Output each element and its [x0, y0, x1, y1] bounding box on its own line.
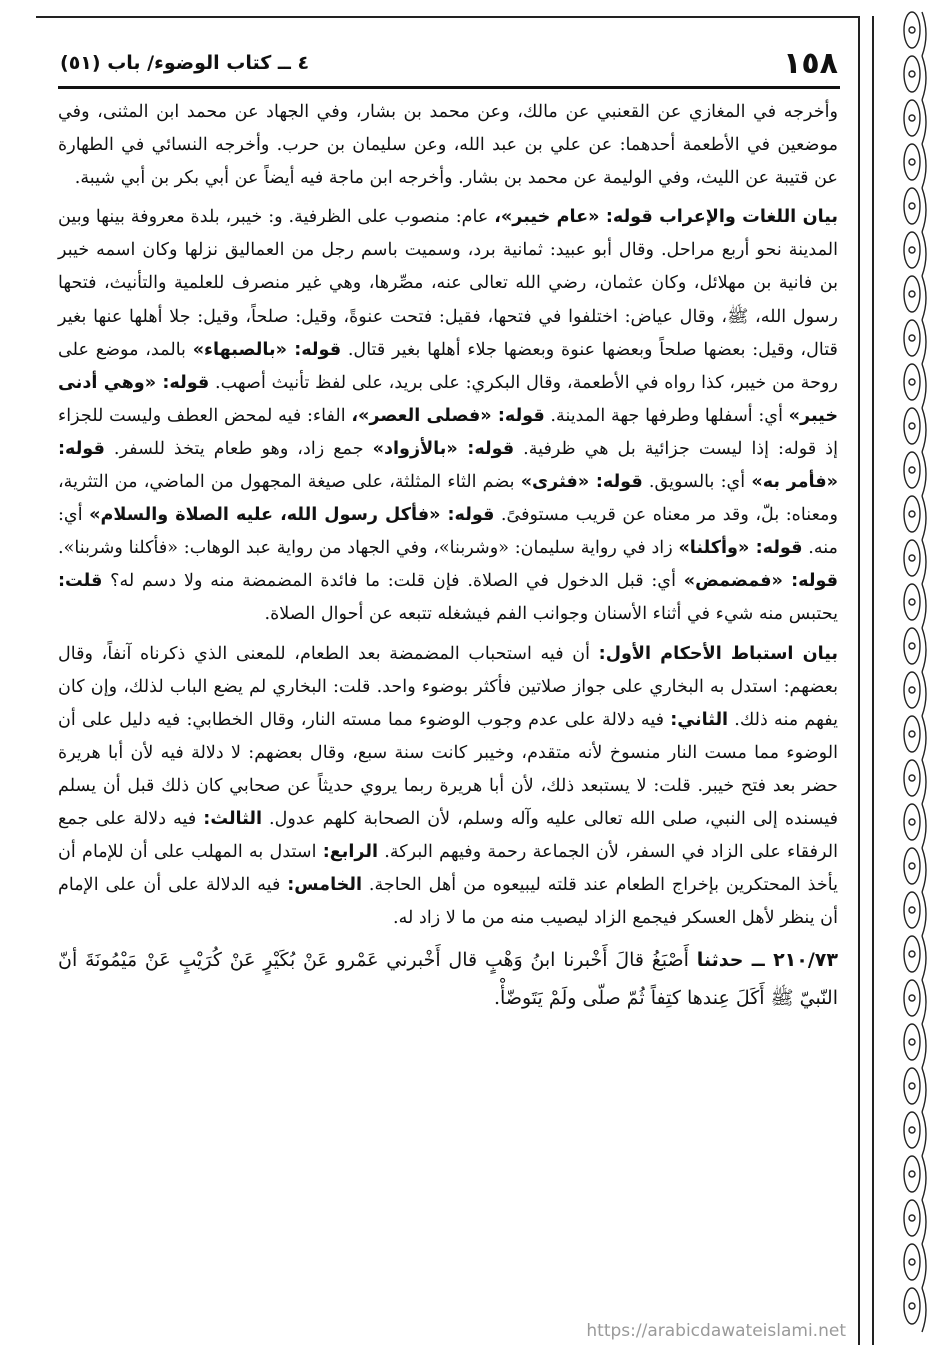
border-motif-dot: [909, 71, 915, 77]
paragraph-text: أي: بالسويق.: [642, 472, 752, 493]
border-motif-arc: [922, 56, 926, 100]
border-motif: [904, 804, 920, 840]
border-motif-dot: [909, 687, 915, 693]
border-motif: [904, 100, 920, 136]
border-motif: [904, 188, 920, 224]
bold-phrase: الثالث:: [203, 808, 262, 829]
paragraph-text: فيه الدلالة على أن على الإمام أن ينظر لأهل العسكر فيجمع الزاد ليصيب منه من ما لا زاد له.: [58, 875, 838, 929]
border-motif-dot: [909, 423, 915, 429]
main-text: [58, 96, 838, 1017]
border-motif-arc: [922, 12, 926, 56]
border-motif: [904, 1112, 920, 1148]
paragraph-text: جمع زاد، وهو طعام يتخذ للسفر.: [104, 438, 373, 459]
bold-phrase: قوله: «بالصبهاء»: [192, 339, 342, 360]
border-motif-dot: [909, 1215, 915, 1221]
border-motif-arc: [922, 1112, 926, 1156]
border-motif-arc: [922, 1024, 926, 1068]
border-motif: [904, 716, 920, 752]
border-motif-arc: [922, 804, 926, 848]
bold-phrase: قوله: «بالأزواد»: [372, 438, 515, 459]
bold-phrase: الرابع:: [322, 842, 379, 863]
paragraph-language: [58, 201, 838, 631]
paragraph-text: زاد في رواية سليمان: «وشربنا»، وفي الجهاد من رواية عبد الوهاب: «فأكلنا وشربنا».: [58, 538, 679, 559]
border-motif: [904, 936, 920, 972]
border-motif: [904, 56, 920, 92]
border-motif-arc: [922, 364, 926, 408]
border-motif-dot: [909, 291, 915, 297]
watermark-url: https://arabicdawateislami.net: [586, 1321, 846, 1341]
border-motif-arc: [922, 188, 926, 232]
border-motif: [904, 1068, 920, 1104]
border-motif: [904, 452, 920, 488]
paragraph-text: فيه دلالة على جمع الرفقاء على الزاد في السفر، لأن الجماعة رحمة وفيهم البركة.: [58, 808, 838, 863]
border-motif-arc: [922, 320, 926, 364]
paragraph-text: وأخرجه في المغازي عن القعنبي عن مالك، وعن محمد بن بشار، وفي الجهاد عن محمد ابن المثنى، وفي موضعين في الأطعمة أحدهما: عن علي بن عبد الله، وعن سليمان بن حرب. وأخرجه النسائي في الطهارة عن قتيبة عن الليث، وفي الوليمة عن محمد بن بشار. وأخرجه ابن ماجة فيه أيضاً عن أبي بكر بن أبي شيبة.: [58, 102, 838, 189]
border-motif: [904, 980, 920, 1016]
border-motif-dot: [909, 555, 915, 561]
border-motif-arc: [922, 452, 926, 496]
border-motif-arc: [922, 1244, 926, 1288]
section-heading: بيان استباط الأحكام الأول:: [598, 643, 838, 664]
border-motif-arc: [922, 144, 926, 188]
border-motif: [904, 892, 920, 928]
paragraph-text: عام: منصوب على الظرفية. و: خيبر، بلدة معروفة بينها وبين المدينة نحو أربع مراحل. وقال أبو عبيد: ثمانية برد، وسميت باسم رجل من العماليق نزلها وكان اسمه خيبر بن فانية بن مهلائل، وكان عثمان، رضي الله تعالى عنه، مصِّرها، وهي غير منصرف للعلمية والتأنيث، فتحها رسول الله، ﷺ، وقال عياض: اختلفوا في فتحها، فقيل: فتحت عنوةً، وقيل: صلحاً، وقيل: جلا أهلها عنها بغير قتال، وقيل: بعضها صلحاً وبعضها عنوة وبعضها جلاء أهلها بغير قتال.: [58, 207, 838, 360]
border-motif-arc: [922, 1156, 926, 1200]
hadith-paragraph: [58, 941, 838, 1017]
paragraph-sources: [58, 96, 838, 195]
paragraph-text: أن فيه استحباب المضمضة بعد الطعام، للمعنى الذي ذكرناه آنفاً، وقال بعضهم: استدل به البخاري على جواز صلاتين فأكثر بوضوء واحد. قلت: البخاري لم يضع الباب لذلك، وإن كان يفهم منه ذلك.: [58, 643, 838, 730]
border-motif-arc: [922, 540, 926, 584]
border-motif: [904, 1288, 920, 1324]
border-motif: [904, 1024, 920, 1060]
border-motif: [904, 496, 920, 532]
border-motif-dot: [909, 995, 915, 1001]
border-motif: [904, 232, 920, 268]
bold-phrase: قوله: «فأمر به»: [58, 438, 838, 493]
border-motif: [904, 144, 920, 180]
bold-phrase: قوله: «فثرى»: [520, 472, 643, 493]
border-motif-dot: [909, 819, 915, 825]
paragraph-text: يحتبس منه شيء في أثناء الأسنان وجوانب الفم فيشغله تتبعه عن أحوال الصلاة.: [264, 604, 838, 625]
ornamental-border: [864, 0, 934, 1359]
border-motif-dot: [909, 599, 915, 605]
section-heading: بيان اللغات والإعراب قوله: «عام خيبر»،: [494, 207, 838, 228]
border-motif: [904, 760, 920, 796]
border-motif-dot: [909, 27, 915, 33]
border-motif: [904, 276, 920, 312]
border-motif-arc: [922, 276, 926, 320]
bold-phrase: قوله: «وأكلنا»: [678, 538, 803, 559]
border-motif-arc: [922, 936, 926, 980]
border-motif-dot: [909, 1171, 915, 1177]
border-motif-arc: [922, 1288, 926, 1332]
border-motif-dot: [909, 247, 915, 253]
hadith-text: أَصْبَغُ قالَ أَخْبرنا ابنُ وَهْبٍ قال أَخْبرني عَمْرو عَنْ بُكَيْرٍ عَنْ كُرَيْبٍ عَنْ مَيْمُونَةَ أنّ النّبيّ ﷺ أَكَلَ عِندها كتِفاً ثُمّ صلّى ولَمْ يَتَوضّأْ.: [58, 949, 838, 1010]
border-motif-dot: [909, 203, 915, 209]
bold-phrase: قوله: «وهي أدنى خيبر»: [58, 372, 839, 426]
paragraph-rulings: [58, 638, 838, 936]
border-motif: [904, 672, 920, 708]
border-motif-arc: [922, 1200, 926, 1244]
paragraph-text: أي: أسفلها وطرفها جهة المدينة.: [544, 405, 789, 426]
border-motif: [904, 408, 920, 444]
border-motif-arc: [922, 760, 926, 804]
border-motif: [904, 1200, 920, 1236]
border-motif-dot: [909, 467, 915, 473]
frame-inner-line: [858, 16, 860, 1345]
border-motif: [904, 364, 920, 400]
border-motif: [904, 1244, 920, 1280]
border-motif-dot: [909, 1303, 915, 1309]
border-motif-dot: [909, 115, 915, 121]
paragraph-text: بالمد، موضع على روحة من خيبر، كذا رواه في الأطعمة، وقال البكري: على بريد، على لفظ تأنيث أصهب.: [58, 339, 838, 393]
border-motif-arc: [922, 496, 926, 540]
paragraph-text: الفاء: فيه لمحض العطف وليست للجزاء إذ قوله: إذا ليست جزائية بل هي ظرفية.: [58, 405, 838, 459]
paragraph-text: بضم الثاء المثلثة، على صيغة المجهول من الماضي، من التثرية، ومعناه: بلّ، وقد مر معناه عن قريب مستوفىً.: [58, 472, 838, 526]
border-motif: [904, 1156, 920, 1192]
border-motif-dot: [909, 775, 915, 781]
border-motif-dot: [909, 863, 915, 869]
border-motif: [904, 12, 920, 48]
border-motif-dot: [909, 1083, 915, 1089]
border-motif-arc: [922, 848, 926, 892]
hadith-number: ٢١٠/٧٣ ــ حدثنا: [696, 949, 838, 972]
border-motif-dot: [909, 907, 915, 913]
bold-phrase: الثاني:: [670, 709, 729, 730]
border-motif-arc: [922, 408, 926, 452]
page-number: ١٥٨: [783, 45, 838, 81]
border-motif-arc: [922, 584, 926, 628]
border-motif-dot: [909, 379, 915, 385]
border-motif-arc: [922, 1068, 926, 1112]
border-motif-arc: [922, 672, 926, 716]
header-rule: [58, 86, 840, 89]
border-motif: [904, 848, 920, 884]
border-motif: [904, 628, 920, 664]
border-motif-arc: [922, 980, 926, 1024]
bold-phrase: قوله: «فمضمض»: [683, 571, 839, 592]
page-header: [60, 46, 838, 80]
frame-top-line: [36, 16, 860, 18]
border-motif-arc: [922, 100, 926, 144]
border-motif-arc: [922, 628, 926, 672]
border-motif-arc: [922, 716, 926, 760]
running-title: ٤ ــ كتاب الوضوء/ باب (٥١): [60, 52, 310, 74]
border-motif-dot: [909, 643, 915, 649]
border-motif-arc: [922, 892, 926, 936]
paragraph-text: فيه دلالة على عدم وجوب الوضوء مما مسته النار، وقال الخطابي: فيه دليل على أن الوضوء مما مست النار منسوخ لأنه متقدم، وخيبر كانت سنة سبع، وقال بعضهم: لا دلالة فيه لأن أبا هريرة حضر بعد فتح خيبر. قلت: لا يستبعد ذلك، لأن أبا هريرة ربما يروي حديثاً عن صحابي كان ذلك قبل أن يسلم فيسنده إلى النبي، صلى الله تعالى عليه وآله وسلم، لأن الصحابة كلهم عدول.: [58, 709, 838, 829]
bold-phrase: قلت:: [58, 571, 103, 592]
border-motif-dot: [909, 335, 915, 341]
border-motif-dot: [909, 951, 915, 957]
border-motif-dot: [909, 159, 915, 165]
border-motif-dot: [909, 731, 915, 737]
border-motif-dot: [909, 1039, 915, 1045]
bold-phrase: الخامس:: [287, 875, 362, 896]
paragraph-text: أي: منه.: [58, 505, 838, 559]
border-motif-dot: [909, 1127, 915, 1133]
border-motif-arc: [922, 232, 926, 276]
paragraph-text: استدل به المهلب على أن للإمام أن يأخذ المحتكرين بإخراج الطعام عند قلته ليبيعوه من أهل الحاجة.: [58, 842, 838, 896]
bold-phrase: قوله: «فأكل رسول الله، عليه الصلاة والسلام»: [89, 505, 495, 526]
border-motif: [904, 320, 920, 356]
border-motif: [904, 540, 920, 576]
border-motif: [904, 584, 920, 620]
paragraph-text: أي: قبل الدخول في الصلاة. فإن قلت: ما فائدة المضمضة منه ولا دسم له؟: [102, 571, 684, 592]
border-motif-dot: [909, 1259, 915, 1265]
border-motif-dot: [909, 511, 915, 517]
bold-phrase: قوله: «فصلى العصر»،: [351, 405, 545, 426]
